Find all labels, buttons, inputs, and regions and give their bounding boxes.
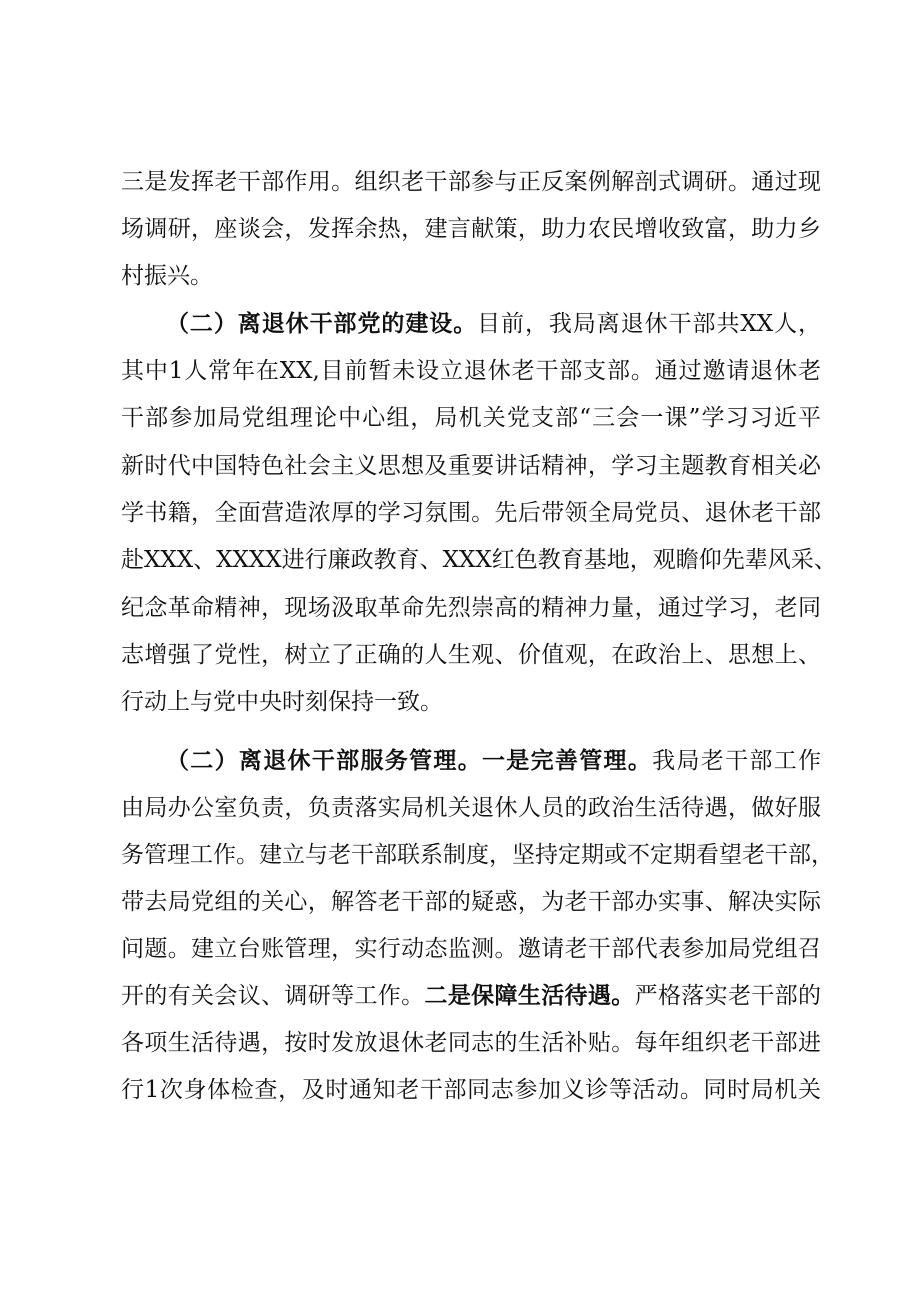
text-line <box>121 1023 821 1063</box>
subheading: 一是完善管理。 <box>482 747 653 774</box>
text-line <box>121 788 821 828</box>
text-line <box>121 835 834 875</box>
text-run: 务管理工作。建立与老干部联系制度，坚持定期或不定期看望老干部， <box>121 842 834 868</box>
text-run: 赴XXX、XXXX进行廉政教育、XXX红色教育基地，观瞻仰先辈风采、 <box>121 547 837 573</box>
text-line <box>121 351 821 391</box>
section-heading-line <box>166 304 821 344</box>
section-heading: （二）离退休干部党的建设。 <box>166 310 478 337</box>
text-run: 问题。建立台账管理，实行动态监测。邀请老干部代表参加局党组召 <box>121 936 821 962</box>
text-run: 由局办公室负责，负责落实局机关退休人员的政治生活待遇，做好服 <box>121 795 821 821</box>
text-line <box>121 1070 821 1110</box>
section-heading-line <box>166 741 821 781</box>
text-run: 场调研，座谈会，发挥余热，建言献策，助力农民增收致富，助力乡 <box>121 216 821 242</box>
text-line <box>121 976 821 1016</box>
text-line <box>121 398 821 438</box>
text-run: 严格落实老干部的 <box>634 983 822 1009</box>
text-run: 村振兴。 <box>121 263 213 289</box>
text-line <box>121 635 821 675</box>
text-line <box>121 588 821 628</box>
text-run: 干部参加局党组理论中心组，局机关党支部“三会一课”学习习近平 <box>121 405 821 431</box>
text-run: 我局老干部工作 <box>652 748 822 774</box>
text-run: 新时代中国特色社会主义思想及重要讲话精神，学习主题教育相关必 <box>121 453 821 479</box>
text-line <box>121 493 821 533</box>
text-line <box>121 882 821 922</box>
text-run: 行1次身体检查，及时通知老干部同志参加义诊等活动。同时局机关 <box>121 1077 821 1103</box>
text-line <box>121 929 821 969</box>
text-run: 目前，我局离退休干部共XX人， <box>477 311 821 337</box>
text-line <box>121 162 821 202</box>
text-run: 志增强了党性，树立了正确的人生观、价值观，在政治上、思想上、 <box>121 642 821 668</box>
text-run: 纪念革命精神，现场汲取革命先烈崇高的精神力量，通过学习，老同 <box>121 595 821 621</box>
text-run: 三是发挥老干部作用。组织老干部参与正反案例解剖式调研。通过现 <box>121 169 821 195</box>
section-heading: （二）离退休干部服务管理。 <box>166 747 482 774</box>
text-line <box>121 540 837 580</box>
text-run: 各项生活待遇，按时发放退休老同志的生活补贴。每年组织老干部进 <box>121 1030 821 1056</box>
text-line <box>121 209 821 249</box>
text-run: 带去局党组的关心，解答老干部的疑惑，为老干部办实事、解决实际 <box>121 889 821 915</box>
text-run: 其中1人常年在XX,目前暂未设立退休老干部支部。通过邀请退休老 <box>121 358 821 384</box>
text-run: 开的有关会议、调研等工作。 <box>121 983 425 1009</box>
subheading: 二是保障生活待遇。 <box>424 982 635 1009</box>
text-line <box>121 682 821 722</box>
text-run: 行动上与党中央时刻保持一致。 <box>121 689 443 715</box>
text-line <box>121 256 821 296</box>
text-run: 学书籍，全面营造浓厚的学习氛围。先后带领全局党员、退休老干部 <box>121 500 821 526</box>
text-line <box>121 446 821 486</box>
